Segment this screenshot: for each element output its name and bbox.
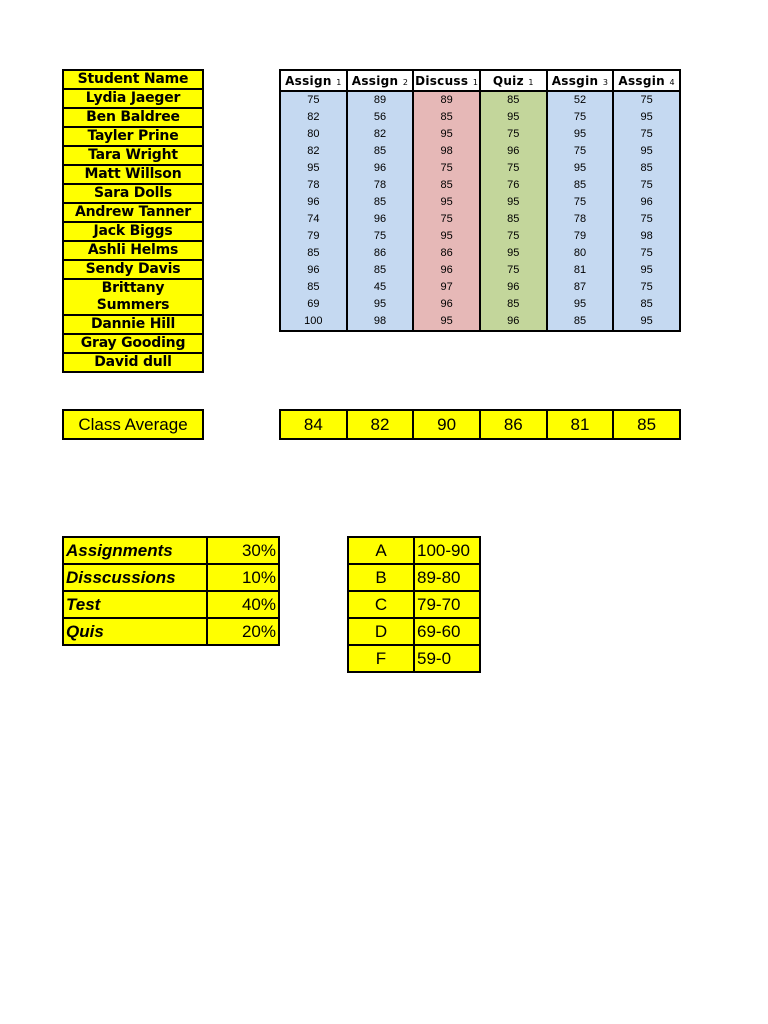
score-cell[interactable]: 75 [413,211,480,228]
score-cell[interactable]: 75 [347,228,414,245]
score-cell[interactable]: 82 [280,143,347,160]
score-cell[interactable]: 79 [280,228,347,245]
column-header-label: Assgin [618,73,666,88]
score-cell[interactable]: 80 [280,126,347,143]
student-names-table [62,69,204,373]
column-header-number: 1 [336,77,342,87]
column-header-number: 1 [472,77,479,87]
grade-scale-row [348,591,480,618]
score-cell[interactable]: 85 [413,177,480,194]
score-cell[interactable]: 75 [613,279,680,296]
score-cell[interactable]: 85 [613,296,680,313]
score-cell[interactable]: 76 [480,177,547,194]
score-cell[interactable]: 95 [547,160,614,177]
column-header[interactable] [480,70,547,91]
score-cell[interactable]: 85 [480,296,547,313]
score-cell[interactable]: 85 [280,245,347,262]
score-cell[interactable]: 78 [280,177,347,194]
grade-letter-cell[interactable]: A [348,537,414,564]
student-row [63,260,203,279]
score-cell[interactable]: 80 [547,245,614,262]
student-row [63,353,203,372]
class-average-cell[interactable]: 82 [347,410,414,439]
score-cell[interactable]: 69 [280,296,347,313]
student-name-cell[interactable]: Sara Dolls [63,184,203,203]
score-cell[interactable]: 96 [347,160,414,177]
score-cell[interactable]: 95 [480,109,547,126]
score-cell[interactable]: 81 [547,262,614,279]
student-name-cell[interactable]: Matt Willson [63,165,203,184]
class-average-values-table [279,409,681,440]
student-row [63,334,203,353]
score-cell[interactable]: 89 [413,91,480,109]
score-cell[interactable]: 85 [480,91,547,109]
names-header-row [63,70,203,89]
weight-category-cell[interactable]: Assignments [63,537,207,564]
weight-category-cell[interactable]: Disscussions [63,564,207,591]
class-average-label[interactable]: Class Average [63,410,203,439]
score-cell[interactable]: 78 [547,211,614,228]
student-name-cell[interactable]: Ben Baldree [63,108,203,127]
score-row [280,211,680,228]
student-row [63,127,203,146]
grade-range-cell[interactable]: 69-60 [414,618,480,645]
student-row [63,241,203,260]
score-cell[interactable]: 86 [347,245,414,262]
grade-range-cell[interactable]: 59-0 [414,645,480,672]
student-name-header[interactable]: Student Name [63,70,203,89]
score-row [280,194,680,211]
grade-scale-row [348,537,480,564]
student-name-cell[interactable]: Tayler Prine [63,127,203,146]
student-row [63,279,203,315]
student-row [63,222,203,241]
weight-row [63,564,279,591]
score-cell[interactable]: 75 [613,91,680,109]
score-cell[interactable]: 89 [347,91,414,109]
column-header-number: 1 [528,77,534,87]
class-average-label-table [62,409,204,440]
score-cell[interactable]: 95 [613,313,680,331]
score-cell[interactable]: 95 [413,126,480,143]
weight-percent-cell[interactable]: 10% [207,564,279,591]
grade-letter-cell[interactable]: C [348,591,414,618]
score-cell[interactable]: 95 [613,109,680,126]
grade-scale-row [348,618,480,645]
student-row [63,146,203,165]
student-name-cell[interactable]: Sendy Davis [63,260,203,279]
grade-scale-row [348,645,480,672]
column-header[interactable] [547,70,614,91]
score-row [280,143,680,160]
grade-range-cell[interactable]: 79-70 [414,591,480,618]
score-cell[interactable]: 75 [613,126,680,143]
weight-percent-cell[interactable]: 20% [207,618,279,645]
score-cell[interactable]: 96 [347,211,414,228]
score-cell[interactable]: 96 [480,143,547,160]
scores-header-row [280,70,680,91]
student-name-cell[interactable]: Andrew Tanner [63,203,203,222]
score-cell[interactable]: 75 [480,160,547,177]
score-cell[interactable]: 85 [347,262,414,279]
student-name-cell[interactable]: Jack Biggs [63,222,203,241]
score-cell[interactable]: 79 [547,228,614,245]
score-cell[interactable]: 96 [480,313,547,331]
score-row [280,160,680,177]
score-cell[interactable]: 75 [480,228,547,245]
score-cell[interactable]: 78 [347,177,414,194]
score-cell[interactable]: 95 [413,194,480,211]
student-row [63,108,203,127]
score-row [280,245,680,262]
score-cell[interactable]: 85 [280,279,347,296]
score-cell[interactable]: 95 [547,126,614,143]
student-row [63,89,203,108]
score-cell[interactable]: 95 [480,194,547,211]
column-header[interactable] [347,70,414,91]
score-cell[interactable]: 52 [547,91,614,109]
score-cell[interactable]: 56 [347,109,414,126]
class-average-cell[interactable]: 81 [547,410,614,439]
weight-row [63,537,279,564]
weight-row [63,591,279,618]
score-cell[interactable]: 98 [413,143,480,160]
student-name-cell[interactable]: Lydia Jaeger [63,89,203,108]
score-cell[interactable]: 82 [347,126,414,143]
score-cell[interactable]: 96 [280,194,347,211]
score-cell[interactable]: 96 [413,296,480,313]
class-average-row [280,410,680,439]
class-average-cell[interactable]: 90 [413,410,480,439]
weight-category-cell[interactable]: Test [63,591,207,618]
column-header-label: Discuss [415,73,469,88]
score-cell[interactable]: 95 [280,160,347,177]
score-cell[interactable]: 82 [280,109,347,126]
score-row [280,91,680,109]
student-name-cell[interactable]: Gray Gooding [63,334,203,353]
score-row [280,177,680,194]
score-cell[interactable]: 96 [280,262,347,279]
grade-letter-cell[interactable]: B [348,564,414,591]
score-cell[interactable]: 75 [280,91,347,109]
class-average-cell[interactable]: 84 [280,410,347,439]
student-name-cell[interactable]: Brittany Summers [63,279,203,315]
score-cell[interactable]: 75 [480,262,547,279]
score-cell[interactable]: 45 [347,279,414,296]
score-cell[interactable]: 100 [280,313,347,331]
score-cell[interactable]: 75 [413,160,480,177]
score-row [280,313,680,331]
score-row [280,228,680,245]
student-name-cell[interactable]: David dull [63,353,203,372]
score-cell[interactable]: 96 [480,279,547,296]
column-header-label: Assign [285,73,332,88]
weight-category-cell[interactable]: Quis [63,618,207,645]
score-row [280,296,680,313]
weight-percent-cell[interactable]: 40% [207,591,279,618]
score-cell[interactable]: 97 [413,279,480,296]
column-header[interactable] [413,70,480,91]
score-cell[interactable]: 74 [280,211,347,228]
score-cell[interactable]: 75 [480,126,547,143]
column-header[interactable] [613,70,680,91]
score-cell[interactable]: 98 [347,313,414,331]
score-row [280,109,680,126]
score-cell[interactable]: 95 [347,296,414,313]
score-cell[interactable]: 85 [347,194,414,211]
score-row [280,262,680,279]
score-cell[interactable]: 87 [547,279,614,296]
score-cell[interactable]: 85 [413,109,480,126]
score-cell[interactable]: 85 [547,313,614,331]
score-cell[interactable]: 85 [347,143,414,160]
student-name-cell[interactable]: Ashli Helms [63,241,203,260]
score-cell[interactable]: 85 [480,211,547,228]
score-cell[interactable]: 75 [613,245,680,262]
score-cell[interactable]: 75 [547,109,614,126]
student-row [63,184,203,203]
grade-scale-row [348,564,480,591]
scores-table [279,69,681,332]
student-row [63,165,203,184]
grade-letter-cell[interactable]: F [348,645,414,672]
grade-range-cell[interactable]: 89-80 [414,564,480,591]
score-cell[interactable]: 95 [480,245,547,262]
score-cell[interactable]: 98 [613,228,680,245]
student-name-cell[interactable]: Dannie Hill [63,315,203,334]
score-cell[interactable]: 95 [547,296,614,313]
score-cell[interactable]: 75 [613,177,680,194]
score-row [280,126,680,143]
grade-letter-cell[interactable]: D [348,618,414,645]
column-header[interactable] [280,70,347,91]
score-cell[interactable]: 75 [547,194,614,211]
student-row [63,203,203,222]
class-average-cell[interactable]: 86 [480,410,547,439]
score-cell[interactable]: 75 [547,143,614,160]
weights-table [62,536,280,646]
score-cell[interactable]: 75 [613,211,680,228]
student-name-cell[interactable]: Tara Wright [63,146,203,165]
column-header-label: Assgin [551,73,599,88]
score-cell[interactable]: 96 [413,262,480,279]
score-cell[interactable]: 85 [547,177,614,194]
column-header-label: Quiz [492,73,524,88]
column-header-label: Assign [351,73,399,88]
weight-row [63,618,279,645]
weight-percent-cell[interactable]: 30% [207,537,279,564]
student-row [63,315,203,334]
column-header-number: 3 [602,77,609,87]
score-cell[interactable]: 96 [613,194,680,211]
score-cell[interactable]: 95 [613,143,680,160]
column-header-number: 4 [669,77,675,87]
column-header-number: 2 [402,77,409,87]
score-cell[interactable]: 95 [413,313,480,331]
score-row [280,279,680,296]
score-cell[interactable]: 85 [613,160,680,177]
score-cell[interactable]: 95 [613,262,680,279]
score-cell[interactable]: 86 [413,245,480,262]
score-cell[interactable]: 95 [413,228,480,245]
class-average-cell[interactable]: 85 [613,410,680,439]
grade-scale-table [347,536,481,673]
grade-range-cell[interactable]: 100-90 [414,537,480,564]
